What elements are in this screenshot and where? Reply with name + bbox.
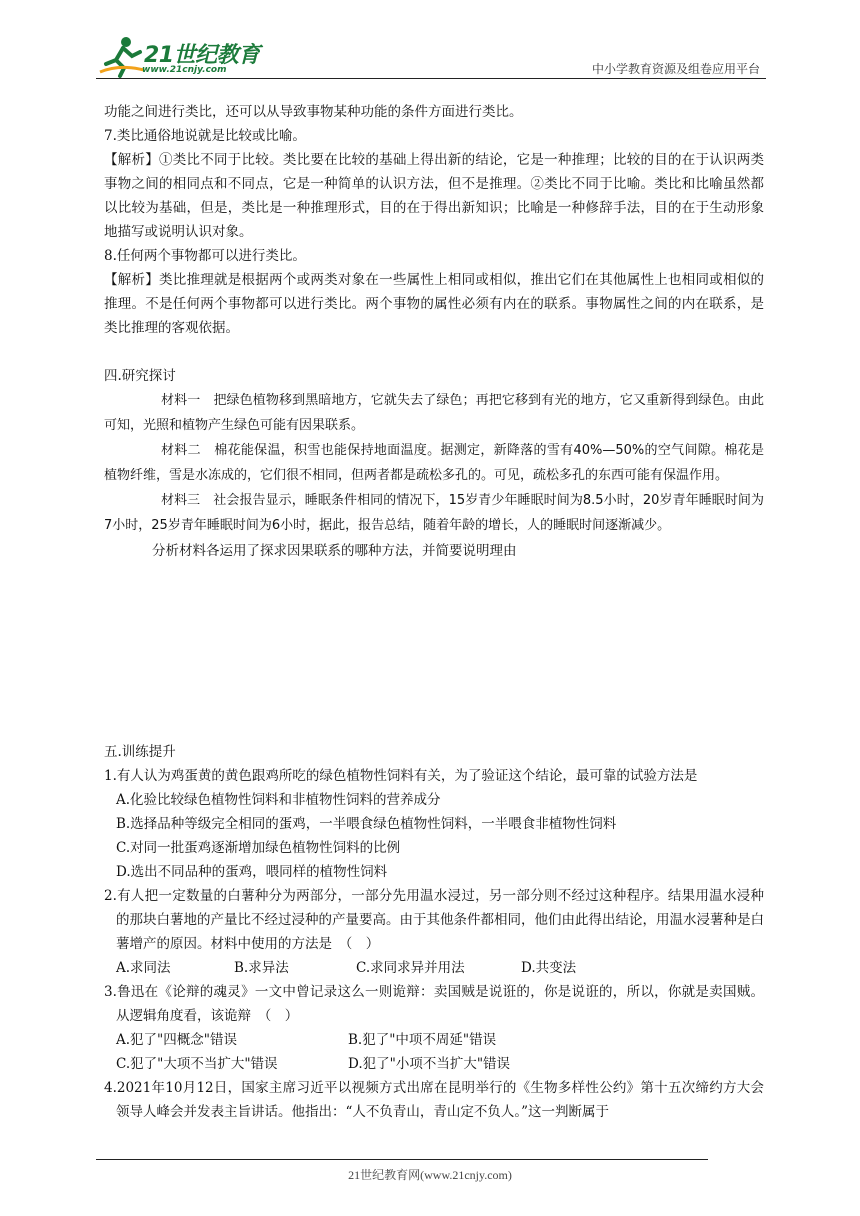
- section-4-title: 四.研究探讨: [104, 368, 176, 384]
- question-2-options: [116, 956, 764, 980]
- logo: [96, 34, 266, 82]
- question-1: 1.有人认为鸡蛋黄的黄色跟鸡所吃的绿色植物性饲料有关，为了验证这个结论，最可靠的试验方法是: [104, 768, 698, 784]
- question-2: 2.有人把一定数量的白薯种分为两部分，一部分先用温水浸过，另一部分则不经过这种程序。结果用温水浸种的那块白薯地的产量比不经过浸种的产量要高。由于其他条件都相同，他们由此得出结论，用温水浸薯种是白薯增产的原因。材料中使用的方法是 （ ）: [104, 888, 764, 952]
- runner-logo-icon: [96, 34, 148, 80]
- logo-url: www.21cnjy.com: [142, 65, 227, 75]
- question-1-option-c: C.对同一批蛋鸡逐渐增加绿色植物性饲料的比例: [116, 840, 401, 856]
- section-4-question: 分析材料各运用了探求因果联系的哪种方法，并简要说明理由: [152, 543, 517, 559]
- question-3-option-d: D.犯了"小项不当扩大"错误: [348, 1056, 511, 1072]
- material-1: 材料一 把绿色植物移到黑暗地方，它就失去了绿色；再把它移到有光的地方，它又重新得到绿色。由此可知，光照和植物产生绿色可能有因果联系。: [104, 393, 764, 433]
- question-2-option-b: B.求异法: [234, 960, 289, 976]
- body-line: 功能之间进行类比，还可以从导致事物某种功能的条件方面进行类比。: [104, 104, 523, 120]
- question-1-option-b: B.选择品种等级完全相同的蛋鸡，一半喂食绿色植物性饲料，一半喂食非植物性饲料: [116, 816, 617, 832]
- question-8: 8.任何两个事物都可以进行类比。: [104, 248, 306, 264]
- question-7: 7.类比通俗地说就是比较或比喻。: [104, 128, 306, 144]
- footer-divider: [96, 1159, 708, 1160]
- answer-space: [104, 564, 764, 740]
- question-3-option-c: C.犯了"大项不当扩大"错误: [116, 1056, 278, 1072]
- question-2-option-c: C.求同求异并用法: [356, 960, 465, 976]
- question-1-option-a: A.化验比较绿色植物性饲料和非植物性饲料的营养成分: [116, 792, 441, 808]
- header-divider: [96, 78, 766, 79]
- page-footer: 21世纪教育网(www.21cnjy.com): [348, 1168, 512, 1182]
- section-5-title: 五.训练提升: [104, 744, 176, 760]
- page-header: [96, 34, 766, 84]
- question-3: 3.鲁迅在《论辩的魂灵》一文中曾记录这么一则诡辩：卖国贼是说诳的，你是说诳的，所以，你就是卖国贼。从逻辑角度看，该诡辩 （ ）: [104, 984, 764, 1024]
- logo-text: 21世纪教育: [144, 43, 260, 68]
- question-4: 4.2021年10月12日，国家主席习近平以视频方式出席在昆明举行的《生物多样性公约》第十五次缔约方大会领导人峰会并发表主旨讲话。他指出：“人不负青山，青山定不负人。”这一判断属于: [104, 1080, 764, 1120]
- material-2: 材料二 棉花能保温，积雪也能保持地面温度。据测定，新降落的雪有40%—50%的空气间隙。棉花是植物纤维，雪是水冻成的，它们很不相同，但两者都是疏松多孔的。可见，疏松多孔的东西可能有保温作用。: [104, 443, 764, 483]
- question-1-option-d: D.选出不同品种的蛋鸡，喂同样的植物性饲料: [116, 864, 388, 880]
- question-2-option-d: D.共变法: [521, 960, 577, 976]
- question-8-analysis: 【解析】类比推理就是根据两个或两类对象在一些属性上相同或相似，推出它们在其他属性上也相同或相似的推理。不是任何两个事物都可以进行类比。两个事物的属性必须有内在的联系。事物属性之间的内在联系，是类比推理的客观依据。: [104, 272, 764, 336]
- header-platform-title: 中小学教育资源及组卷应用平台: [591, 62, 760, 76]
- question-3-options-row-1: [116, 1028, 764, 1052]
- document-body: [104, 100, 764, 1124]
- question-2-option-a: A.求同法: [116, 960, 171, 976]
- question-3-options-row-2: [116, 1052, 764, 1076]
- question-7-analysis: 【解析】①类比不同于比较。类比要在比较的基础上得出新的结论，它是一种推理；比较的目的在于认识两类事物之间的相同点和不同点，它是一种简单的认识方法，但不是推理。②类比不同于比喻。类比和比喻虽然都以比较为基础，但是，类比是一种推理形式，目的在于得出新知识；比喻是一种修辞手法，目的在于生动形象地描写或说明认识对象。: [104, 152, 764, 240]
- material-3: 材料三 社会报告显示，睡眠条件相同的情况下，15岁青少年睡眠时间为8.5小时，20岁青年睡眠时间为7小时，25岁青年睡眠时间为6小时，据此，报告总结，随着年龄的增长，人的睡眠时间逐渐减少。: [104, 493, 764, 533]
- question-3-option-b: B.犯了"中项不周延"错误: [348, 1032, 497, 1048]
- question-3-option-a: A.犯了"四概念"错误: [116, 1032, 237, 1048]
